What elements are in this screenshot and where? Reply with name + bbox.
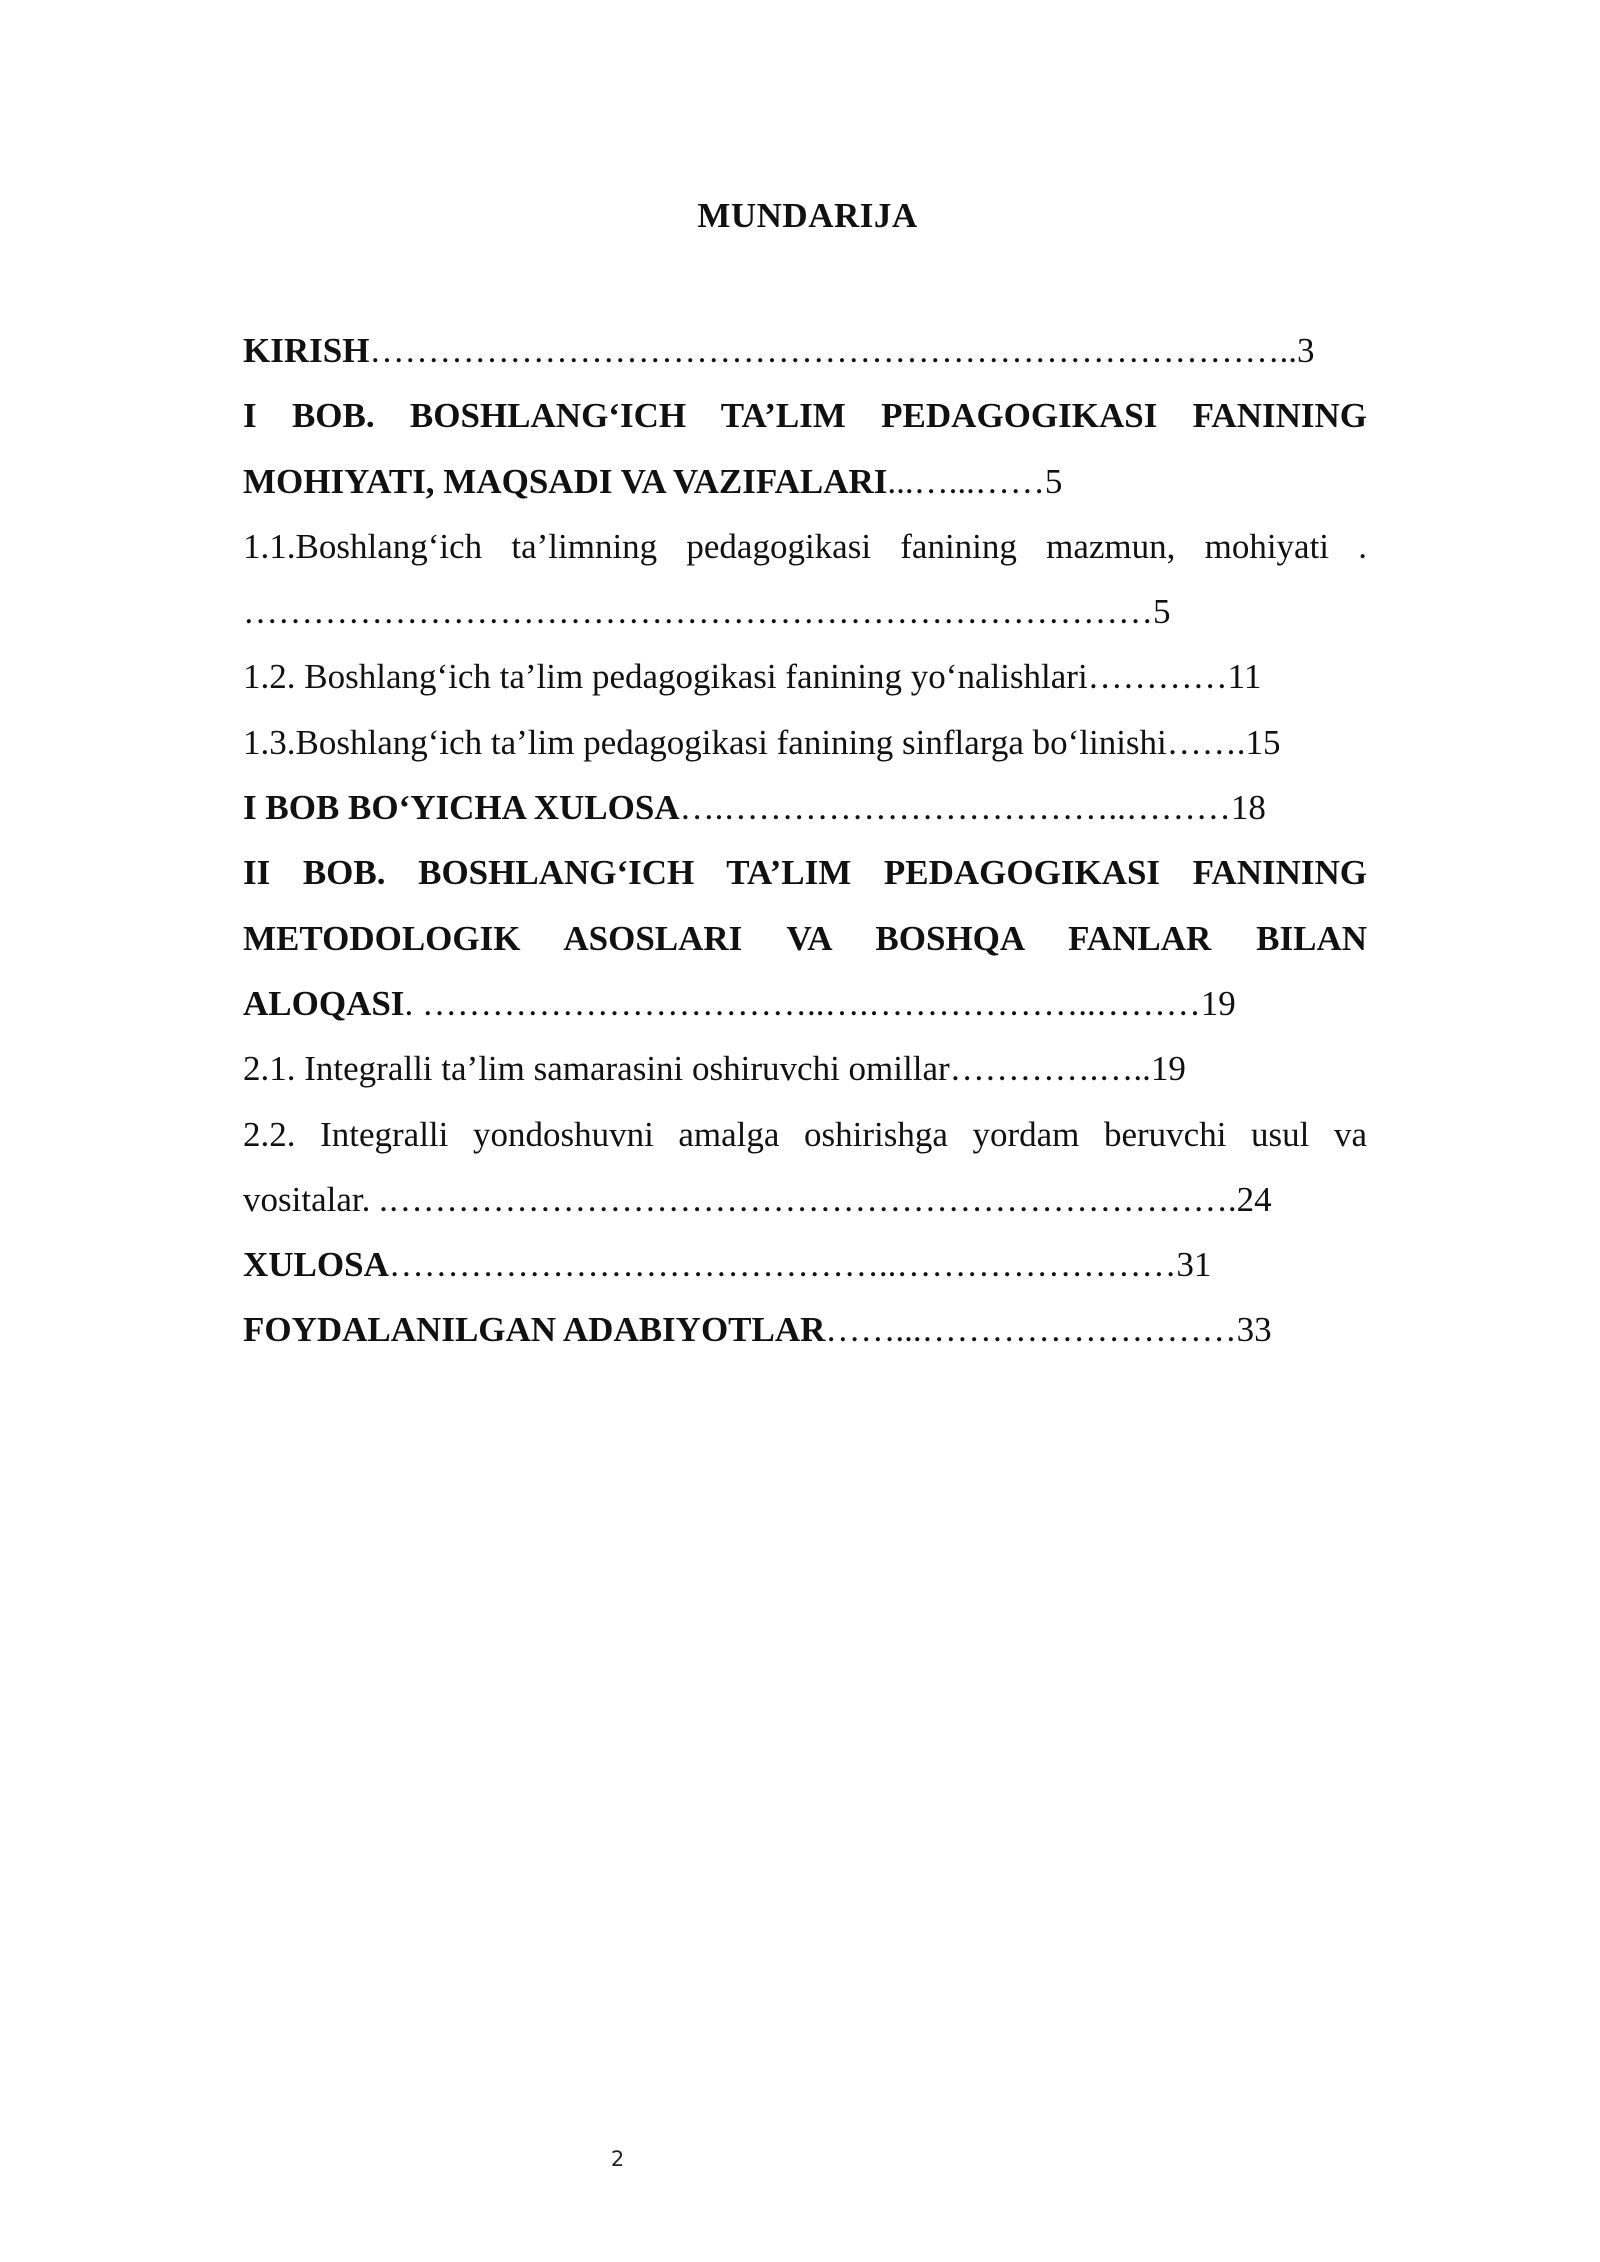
toc-entry-label: I BOB BO‘YICHA XULOSA bbox=[243, 788, 680, 828]
toc-entry-chapter-1-conclusion bbox=[243, 775, 1367, 840]
toc-entry-1-1-line-1: 1.1.Boshlang‘ich ta’limning pedagogikasi fanining mazmun, mohiyati . bbox=[243, 526, 1367, 566]
table-of-contents bbox=[243, 318, 1367, 1363]
toc-entry-1-3: 1.3.Boshlang‘ich ta’lim pedagogikasi fanining sinflarga bo‘linishi…….15 bbox=[243, 722, 1281, 762]
toc-entry-label: FOYDALANILGAN ADABIYOTLAR bbox=[243, 1310, 826, 1350]
toc-entry-label: KIRISH bbox=[243, 331, 370, 370]
toc-entry-1-2: 1.2. Boshlang‘ich ta’lim pedagogikasi fanining yo‘nalishlari…………11 bbox=[243, 657, 1262, 697]
toc-entry-chapter-2-line-1: II BOB. BOSHLANG‘ICH TA’LIM PEDAGOGIKASI FANINING bbox=[243, 853, 1367, 893]
toc-entry-label: ALOQASI bbox=[243, 983, 405, 1023]
page-number: 2 bbox=[610, 2147, 625, 2171]
toc-entry-leader: ….……………………………..………18 bbox=[679, 788, 1266, 828]
toc-entry-leader: ...…...……5 bbox=[887, 461, 1063, 501]
toc-entry-2-2-line-2: vositalar. .……………………………………………………………….24 bbox=[243, 1179, 1272, 1219]
toc-entry-chapter-2-line-3 bbox=[243, 971, 1367, 1036]
toc-entry-2-1: 2.1. Integralli ta’lim samarasini oshiruvchi omillar………….…..19 bbox=[243, 1049, 1186, 1089]
toc-entry-chapter-1-line-2 bbox=[243, 449, 1367, 514]
toc-entry-chapter-2-line-2: METODOLOGIK ASOSLARI VA BOSHQA FANLAR BILAN bbox=[243, 918, 1367, 958]
toc-entry-label: XULOSA bbox=[243, 1245, 389, 1285]
toc-entry-conclusion bbox=[243, 1232, 1367, 1297]
toc-entry-leader: ……………………………………..……………………31 bbox=[388, 1245, 1212, 1285]
toc-entry-2-2-line-1: 2.2. Integralli yondoshuvni amalga oshirishga yordam beruvchi usul va bbox=[243, 1114, 1367, 1154]
toc-entry-chapter-1-line-1: I BOB. BOSHLANG‘ICH TA’LIM PEDAGOGIKASI FANINING bbox=[243, 396, 1367, 436]
toc-entry-leader: ……………………………………………………………………..3 bbox=[369, 331, 1315, 370]
toc-entry-leader: . ……………………………..….………………..………19 bbox=[404, 983, 1236, 1023]
toc-entry-leader: ……...………………………33 bbox=[825, 1310, 1272, 1350]
toc-entry-label: MOHIYATI, MAQSADI VA VAZIFALARI bbox=[243, 461, 888, 501]
toc-entry-kirish bbox=[243, 318, 1367, 383]
toc-entry-1-1-line-2: ……………………………………………………………………5 bbox=[243, 592, 1171, 632]
page-title: MUNDARIJA bbox=[697, 196, 918, 235]
toc-entry-references bbox=[243, 1297, 1367, 1362]
